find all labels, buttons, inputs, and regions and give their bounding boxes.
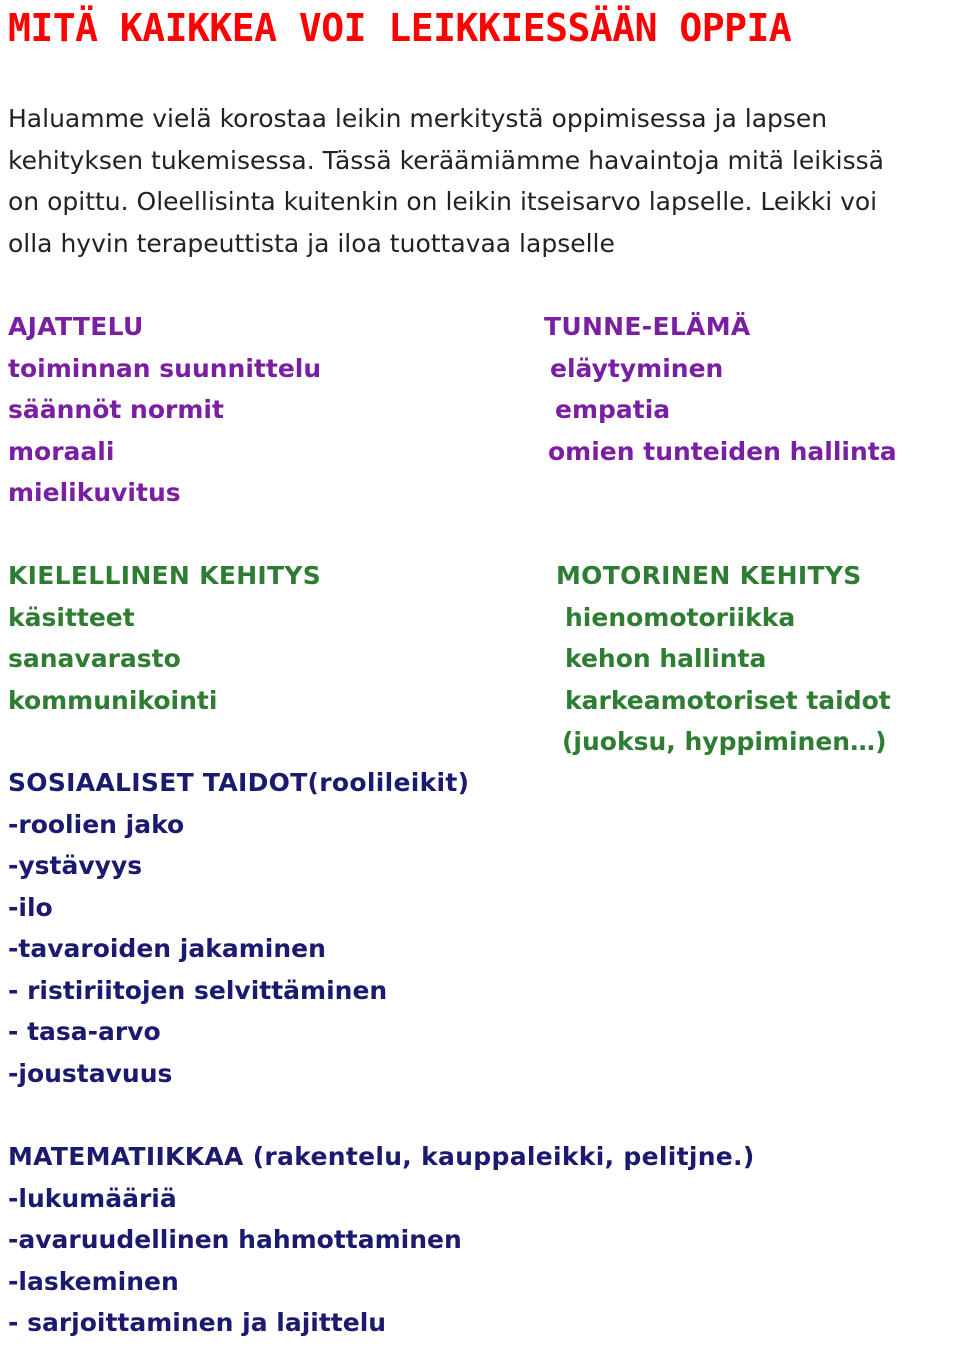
list-item: - tasa-arvo [8,1017,161,1046]
list-item: -joustavuus [8,1058,173,1088]
list-item: kehon hallinta [565,644,767,673]
list-item: -lukumääriä [8,1183,177,1213]
list-item: -avaruudellinen hahmottaminen [8,1225,462,1254]
section-heading-matematiikka: MATEMATIIKKAA (rakentelu, kauppaleikki, pelitjne.) [8,1142,755,1171]
intro-line: olla hyvin terapeuttista ja iloa tuottavaa lapselle [8,228,615,258]
list-item: sanavarasto [8,644,181,673]
list-item: - ristiriitojen selvittäminen [8,975,388,1005]
section-ajattelu [8,306,321,514]
list-item: käsitteet [8,602,135,632]
section-motorinen-kehitys [556,555,891,763]
list-item: -roolien jako [8,809,185,839]
section-kielellinen-kehitys [8,555,321,721]
section-tunne-elama [544,306,897,472]
list-item: -tavaroiden jakaminen [8,934,326,963]
list-item: -ilo [8,892,53,922]
intro-line: Haluamme vielä korostaa leikin merkitystä oppimisessa ja lapsen [8,104,828,133]
list-item: -laskeminen [8,1266,179,1296]
list-item: kommunikointi [8,685,218,715]
intro-line: kehityksen tukemisessa. Tässä keräämiämme havaintoja mitä leikissä [8,145,884,175]
section-heading-ajattelu: AJATTELU [8,312,144,341]
list-item: empatia [555,395,671,424]
section-heading-tunne-elama: TUNNE-ELÄMÄ [544,312,751,341]
list-item: -ystävyys [8,851,143,880]
list-item: toiminnan suunnittelu [8,353,322,383]
intro-paragraph [8,98,958,264]
page-title: MITÄ KAIKKEA VOI LEIKKIESSÄÄN OPPIA [8,6,792,50]
list-item: moraali [8,436,115,466]
section-heading-motorinen: MOTORINEN KEHITYS [556,561,862,590]
list-item: (juoksu, hyppiminen…) [562,727,887,756]
list-item: mielikuvitus [8,478,181,507]
section-matematiikka [8,1136,755,1344]
section-heading-kielellinen: KIELELLINEN KEHITYS [8,561,322,590]
list-item: eläytyminen [550,353,724,383]
section-heading-sosiaaliset: SOSIAALISET TAIDOT(roolileikit) [8,768,470,797]
list-item: karkeamotoriset taidot [565,685,891,715]
list-item: hienomotoriikka [565,602,796,632]
list-item: - sarjoittaminen ja lajittelu [8,1308,387,1337]
list-item: säännöt normit [8,395,224,424]
section-sosiaaliset-taidot [8,762,469,1094]
list-item: omien tunteiden hallinta [548,436,897,466]
intro-line: on opittu. Oleellisinta kuitenkin on leikin itseisarvo lapselle. Leikki voi [8,187,878,216]
